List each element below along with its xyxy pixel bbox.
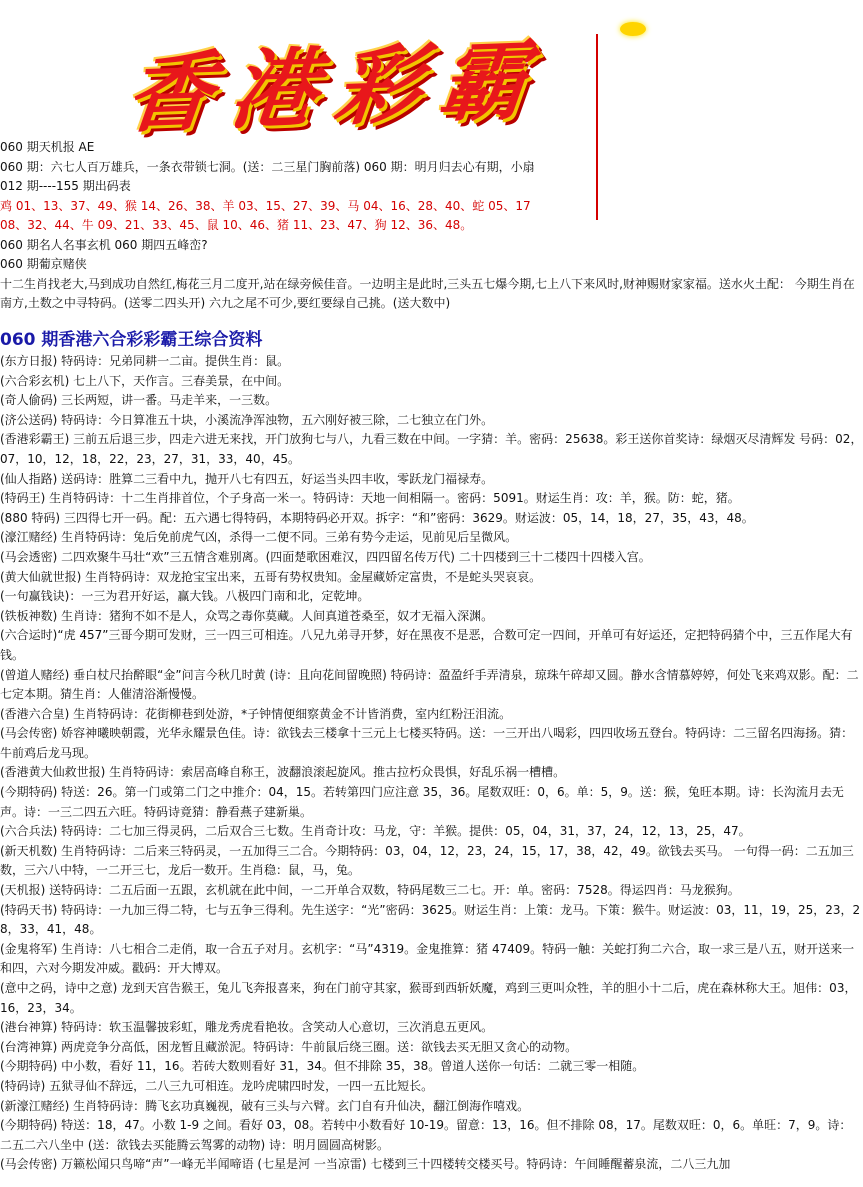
list-item: (880 特码) 三四得七开一码。配：五六遇七得特码，本期特码必开双。拆字：“和”密码：3629。财运波：05，14，18，27，35，43，48。	[0, 510, 754, 525]
list-item: (奇人偷码) 三长两短，讲一番。马走羊来，一三数。	[0, 393, 278, 408]
list-item: (仙人指路) 送码诗：胜算二三看中九，抛开八七有四五，好运当头四丰收，零跃龙门福禄寿。	[0, 471, 494, 486]
list-item: (六合运时)“虎 457”三哥今期可发财，三一四三可相连。八兄九弟寻开梦，好在黑夜不是恶，合数可定一四间，开单可有好运还，定把特码猜个中，三五作尾大有钱。	[0, 628, 853, 662]
list-item: (黄大仙就世报) 生肖特码诗：双龙抢宝宝出来，五哥有势权贵知。金屋藏娇定富贵，不是蛇头哭哀哀。	[0, 569, 542, 584]
list-item: (六合彩玄机) 七上八下，天作言。三春美景，在中间。	[0, 373, 290, 388]
list-item: (新濠江赌经) 生肖特码诗：腾飞玄功真巍视，破有三头与六臂。玄门自有升仙决，翻江倒海作嘻戏。	[0, 1098, 530, 1113]
list-item: (今期特码) 特送：26。第一门或第二门之中推介：04，15。若转第四门应注意 35，36。尾数双旺：0，6。单：5，9。送：猴，兔旺本期。诗：长沟流月去无声。诗：一三二四五六旺。特码诗竟猜：静看燕子建新巢。	[0, 785, 844, 819]
site-logo	[120, 12, 580, 146]
list-item: (濠江赌经) 生肖特码诗：兔后免前虎气凶，杀得一二便不同。三弟有势今走运，见前见后呈微风。	[0, 530, 518, 545]
list-item: (天机报) 送特码诗：二五后面一五跟，玄机就在此中间，一二开单合双数，特码尾数三二七。开：单。密码：7528。得运四肖：马龙猴狗。	[0, 883, 740, 898]
top-lines	[0, 138, 863, 314]
list-item: (马会透密) 二四欢聚牛马壮“欢”三五情含难别离。(四面楚歌困难汉，四四留名传万代) 二十四楼到三十二楼四十四楼入宫。	[0, 549, 651, 564]
entry-list	[0, 352, 863, 1175]
list-item: (今期特码) 中小数，看好 11，16。若砖大数则看好 31，34。但不排除 35，38。曾道人送你一句话：二就三零一相随。	[0, 1059, 645, 1074]
text-line: 060 期葡京赌侠	[0, 257, 87, 271]
list-item: (香港彩霸王) 三前五后退三步，四走六进无来找，开门放狗七与八，九看三数在中间。一字猜：羊。密码：25638。彩王送你首奖诗：绿烟灭尽清辉发 号码：02，07，10，12，18，22，23，27，31，33，40，45。	[0, 432, 863, 466]
list-item: (一句赢钱诀)：一三为君开好运，赢大钱。八极四门南和北，定乾坤。	[0, 589, 370, 604]
logo-title: 香港彩霸	[120, 29, 550, 146]
text-line: 060 期：六七人百万雄兵，一条衣带锁七洞。(送：二三星门胸前落) 060 期：明月归去心有期，小扇	[0, 159, 535, 174]
text-line: 060 期天机报 AE	[0, 140, 95, 154]
list-item: (马会传密) 万籁松闻只鸟啼“声”一峰无半闻啼语 (七星是河 一当凉雷) 七楼到三十四楼转交楼买号。特码诗：午间睡醒蓄泉流，二八三九加	[0, 1157, 731, 1172]
list-item: (济公送码) 特码诗：今日算准五十块，小溪流净浑浊物，五六刚好被三除，二七独立在门外。	[0, 412, 494, 427]
list-item: (金鬼将军) 生肖诗：八七相合二走俏，取一合五子对月。玄机字：“马”4319。金鬼推算：猪 47409。特码一触：关蛇打狗二六合，取一求三是八五，财开送来一和四，六对今期发冲威。戳码：开大博双。	[0, 941, 855, 976]
intro-paragraph: 十二生肖找老大,马到成功自然红,梅花三月二度开,站在绿旁候佳音。一边明主是此时,三头五七爆今期,七上八下来风时,财神赐财家家福。送水火土配： 今期生肖在南方,土数之中寻特码。(送零二四头开) 六九之尾不可少,要红要绿自己挑。(送大数中)	[0, 276, 855, 310]
list-item: (东方日报) 特码诗：兄弟同耕一二亩。提供生肖：鼠。	[0, 354, 290, 368]
list-item: (香港黄大仙救世报) 生肖特码诗：索居高峰自称王，波翻浪滚起旋风。推古拉朽众畏惧，好乱乐祸一槽槽。	[0, 765, 566, 780]
list-item: (马会传密) 娇容神曦映朝霞，光华永耀景色佳。诗：欲钱去三楼拿十三元上七楼买特码。送：一三开出八喝彩，四四收场五登台。特码诗：二三留名四海扬。猜：牛前鸡后龙马现。	[0, 726, 854, 760]
zodiac-numbers-line: 08、32、44、牛 09、21、33、45、鼠 10、46、猪 11、23、47、狗 12、36、48。	[0, 218, 473, 232]
list-item: (特码天书) 特码诗：一九加三得二特，七与五争三得利。先生送字：“光”密码：3625。财运生肖：上策：龙马。下策：猴牛。财运波：03，11，19，25，23，28，33，41，48。	[0, 902, 861, 937]
zodiac-numbers-line: 鸡 01、13、37、49、猴 14、26、38、羊 03、15、27、39、马 04、16、28、40、蛇 05、17	[0, 198, 531, 213]
list-item: (港台神算) 特码诗：软玉温馨披彩虹，雕龙秀虎看艳妆。含笑动人心意切，三次消息五更风。	[0, 1020, 494, 1035]
logo-sparkle	[620, 22, 646, 36]
list-item: (特码诗) 五狱寻仙不辞远，二八三九可相连。龙吟虎啸四时发，一四一五比短长。	[0, 1078, 434, 1093]
list-item: (台湾神算) 两虎竞争分高低，困龙暂且藏淤泥。特码诗：牛前鼠后绕三圈。送：欲钱去买无胆又贪心的动物。	[0, 1039, 578, 1054]
list-item: (今期特码) 特送：18，47。小数 1-9 之间。看好 03，08。若转中小数看好 10-19。留意：13，16。但不排除 08，17。尾数双旺：0，6。单旺：7，9。诗：二五二六八坐中 (送：欲钱去买能腾云驾雾的动物) 诗：明月圆圆高树影。	[0, 1118, 852, 1152]
list-item: (特码王) 生肖特码诗：十二生肖排首位，个子身高一米一。特码诗：天地一间相隔一。密码：5091。财运生肖：攻：羊，猴。防：蛇，猪。	[0, 491, 740, 506]
text-line: 060 期名人名事玄机 060 期四五峰峦?	[0, 237, 208, 252]
list-item: (铁板神数) 生肖诗：猪狗不如不是人，众骂之毒你莫藏。人间真道苍桑至，奴才无福入深渊。	[0, 608, 494, 623]
list-item: (香港六合皇) 生肖特码诗：花街柳巷到处游，*子钟情便细察黄金不计皆消费，室内红粉汪泪流。	[0, 706, 512, 721]
list-item: (新天机数) 生肖特码诗：二后来三特码灵，一五加得三二合。今期特码：03，04，12，23，24，15，17，38，42，49。欲钱去买马。 一句得一码：二五加三数，三六八中特，一二开三七，龙后一数开。生肖稳：鼠，马，兔。	[0, 843, 854, 878]
list-item: (曾道人赌经) 垂白杖尺抬醉眼“金”问言今秋几时黄 (诗：且向花间留晚照) 特码诗：盈盈纤手弄清泉，琼珠午碎却又圆。静水含情慕婷婷，何处飞来鸡双影。配：二七定本期。猜生肖：人催清浴渐慢慢。	[0, 667, 859, 702]
section-title: 060 期香港六合彩彩霸王综合资料	[0, 330, 263, 350]
list-item: (意中之码，诗中之意) 龙到天宫告猴王，兔儿飞奔报喜来，狗在门前守其家，猴哥到西斩妖魔，鸡到三更叫众牲，羊的胆小十二后，虎在森林称大王。旭伟：03，16，23，34。	[0, 981, 857, 1015]
list-item: (六合兵法) 特码诗：二七加三得灵码，二后双合三七数。生肖奇计攻：马龙，守：羊猴。提供：05，04，31，37，24，12，13，25，47。	[0, 824, 751, 839]
text-line: 012 期----155 期出码表	[0, 179, 131, 193]
